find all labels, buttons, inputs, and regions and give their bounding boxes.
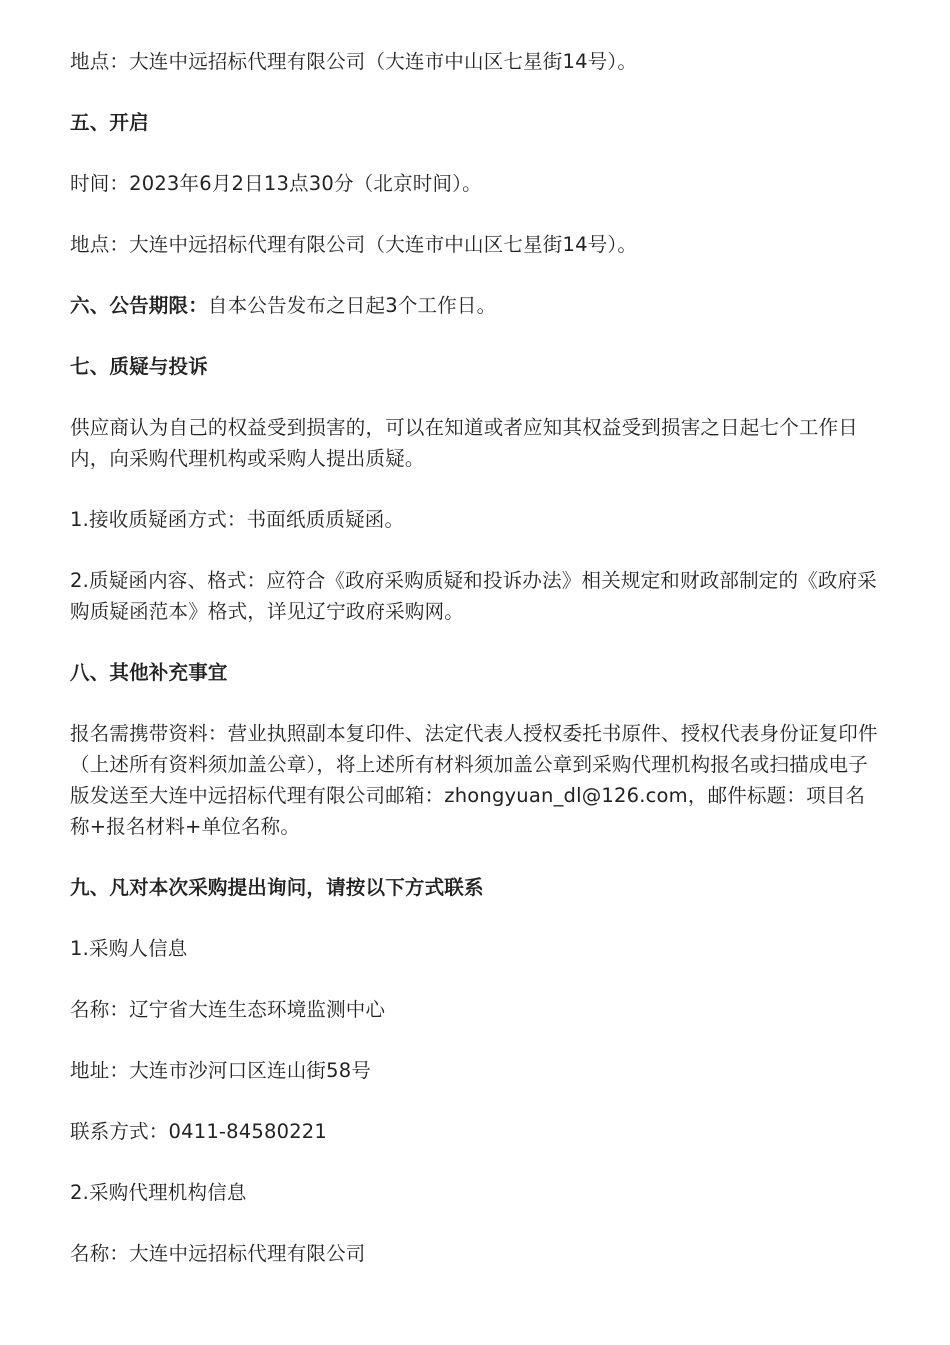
section-heading-opening: 五、开启 — [70, 111, 149, 134]
section-heading-contact: 九、凡对本次采购提出询问，请按以下方式联系 — [70, 876, 484, 899]
purchaser-name: 名称：辽宁省大连生态环境监测中心 — [70, 998, 386, 1021]
section-heading-other: 八、其他补充事宜 — [70, 661, 228, 684]
registration-materials-paragraph: 报名需携带资料：营业执照副本复印件、法定代表人授权委托书原件、授权代表身份证复印件（上述所有资料须加盖公章），将上述所有材料须加盖公章到采购代理机构报名或扫描成电子版发送至大连中远招标代理有限公司邮箱：zhongyuan_dl@126.com，邮件标题：项目名称+报名材料+单位名称。 — [70, 722, 878, 838]
purchaser-address: 地址：大连市沙河口区连山街58号 — [70, 1059, 372, 1082]
agency-name: 名称：大连中远招标代理有限公司 — [70, 1242, 366, 1265]
section-heading-complaints: 七、质疑与投诉 — [70, 355, 208, 378]
purchaser-info-heading: 1.采购人信息 — [70, 937, 188, 960]
complaint-format-paragraph: 2.质疑函内容、格式：应符合《政府采购质疑和投诉办法》相关规定和财政部制定的《政府采购质疑函范本》格式，详见辽宁政府采购网。 — [70, 569, 878, 623]
notice-period-label: 六、公告期限： — [70, 294, 208, 317]
purchaser-phone: 联系方式：0411-84580221 — [70, 1120, 328, 1143]
complaint-method-paragraph: 1.接收质疑函方式：书面纸质质疑函。 — [70, 508, 405, 531]
opening-venue-paragraph: 地点：大连中远招标代理有限公司（大连市中山区七星街14号）。 — [70, 233, 638, 256]
opening-time-paragraph: 时间：2023年6月2日13点30分（北京时间）。 — [70, 172, 482, 195]
complaints-paragraph: 供应商认为自己的权益受到损害的，可以在知道或者应知其权益受到损害之日起七个工作日内，向采购代理机构或采购人提出质疑。 — [70, 416, 859, 470]
notice-period-paragraph — [70, 290, 882, 321]
venue-paragraph: 地点：大连中远招标代理有限公司（大连市中山区七星街14号）。 — [70, 50, 638, 73]
notice-period-text: 自本公告发布之日起3个工作日。 — [207, 294, 497, 317]
agency-info-heading: 2.采购代理机构信息 — [70, 1181, 247, 1204]
document-body — [70, 46, 882, 1299]
